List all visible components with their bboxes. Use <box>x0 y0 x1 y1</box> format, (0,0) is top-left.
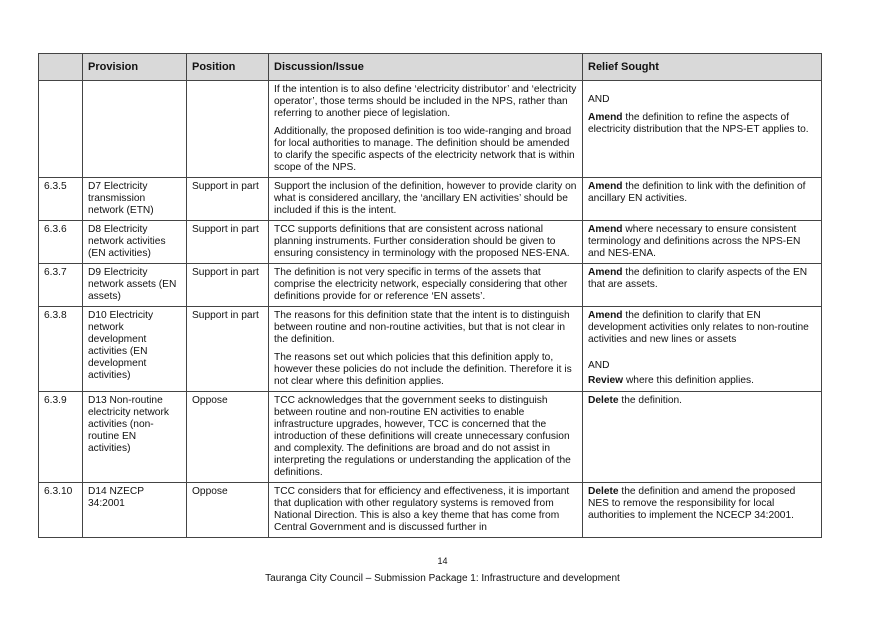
cell-position: Oppose <box>187 392 269 483</box>
cell-number: 6.3.6 <box>39 221 83 264</box>
table-row-continued <box>39 81 822 178</box>
page-number: 14 <box>437 556 448 566</box>
cell-position: Support in part <box>187 307 269 392</box>
table-row <box>39 264 822 307</box>
cell-provision: D13 Non-routine electricity network activities (non-routine EN activities) <box>83 392 187 483</box>
cell-relief: Amend where necessary to ensure consistent terminology and definitions across the NPS-EN and NES-ENA. <box>583 221 822 264</box>
header-number <box>39 54 83 81</box>
table-row <box>39 178 822 221</box>
cell-position: Oppose <box>187 483 269 538</box>
table-row <box>39 483 822 538</box>
cell-relief: Amend the definition to clarify aspects of the EN that are assets. <box>583 264 822 307</box>
cell-discussion: TCC supports definitions that are consistent across national planning instruments. Further consideration should be given to ensuring consistency in terminology with the proposed NES-ENA. <box>269 221 583 264</box>
cell-provision: D14 NZECP 34:2001 <box>83 483 187 538</box>
header-provision: Provision <box>83 54 187 81</box>
cell-discussion <box>269 81 583 178</box>
discussion-paragraph: If the intention is to also define ‘electricity distributor’ and ‘electricity operator’, those terms should be included in the NPS, rather than referring to another piece of legislation. <box>274 84 577 119</box>
cell-relief <box>583 307 822 392</box>
cell-relief: Delete the definition. <box>583 392 822 483</box>
cell-position: Support in part <box>187 264 269 307</box>
cell-number: 6.3.5 <box>39 178 83 221</box>
cell-provision <box>83 81 187 178</box>
page-footer: Tauranga City Council – Submission Package 1: Infrastructure and development <box>265 573 620 584</box>
discussion-paragraph: The reasons set out which policies that this definition apply to, however these policies do not include the definition. Therefore it is not clear where this definition applies. <box>274 352 572 387</box>
cell-discussion: Support the inclusion of the definition, however to provide clarity on what is considered ancillary, the ‘ancillary EN activities’ should be included if this is the intent. <box>269 178 583 221</box>
cell-position: Support in part <box>187 178 269 221</box>
table-row <box>39 221 822 264</box>
submission-table <box>38 53 822 538</box>
relief-and: AND <box>588 360 610 371</box>
relief-text: Amend the definition to refine the aspects of electricity distribution that the NPS-ET applies to. <box>588 112 809 135</box>
cell-discussion: TCC acknowledges that the government seeks to distinguish between routine and non-routine EN activities to enable infrastructure upgrades, however, TCC is concerned that the introduction of these definitions will create unnecessary confusion and complexity. The definitions are broad and do not assist in interpreting the regulations or understanding the application of the definitions. <box>269 392 583 483</box>
cell-number: 6.3.10 <box>39 483 83 538</box>
cell-number <box>39 81 83 178</box>
cell-provision: D9 Electricity network assets (EN assets) <box>83 264 187 307</box>
header-discussion: Discussion/Issue <box>269 54 583 81</box>
table-row <box>39 307 822 392</box>
cell-provision: D10 Electricity network development activities (EN development activities) <box>83 307 187 392</box>
discussion-paragraph: The reasons for this definition state that the intent is to distinguish between routine and non-routine activities, but that is not clear in the definition. <box>274 310 570 345</box>
header-position: Position <box>187 54 269 81</box>
table-row <box>39 392 822 483</box>
cell-number: 6.3.9 <box>39 392 83 483</box>
relief-text: Amend the definition to clarify that EN development activities only relates to non-routine activities and new lines or assets <box>588 310 809 345</box>
cell-discussion: The definition is not very specific in terms of the assets that comprise the electricity network, especially considering that other definitions provide for or reference ‘EN assets’. <box>269 264 583 307</box>
cell-discussion <box>269 307 583 392</box>
cell-position: Support in part <box>187 221 269 264</box>
cell-relief: Amend the definition to link with the definition of ancillary EN activities. <box>583 178 822 221</box>
cell-relief: Delete the definition and amend the proposed NES to remove the responsibility for local authorities to implement the NCECP 34:2001. <box>583 483 822 538</box>
discussion-paragraph: Additionally, the proposed definition is too wide-ranging and broad for local authorities to manage. The definition should be amended to clarify the specific aspects of the electricity network that is within scope of the NPS. <box>274 126 575 173</box>
table-header-row <box>39 54 822 81</box>
header-relief: Relief Sought <box>583 54 822 81</box>
cell-provision: D8 Electricity network activities (EN activities) <box>83 221 187 264</box>
cell-relief <box>583 81 822 178</box>
cell-discussion: TCC considers that for efficiency and effectiveness, it is important that duplication with other regulatory systems is removed from National Direction. This is also a key theme that has come from Central Government and is discussed further in <box>269 483 583 538</box>
cell-position <box>187 81 269 178</box>
cell-number: 6.3.7 <box>39 264 83 307</box>
relief-text: Review where this definition applies. <box>588 375 754 386</box>
cell-provision: D7 Electricity transmission network (ETN) <box>83 178 187 221</box>
relief-and: AND <box>588 94 610 105</box>
cell-number: 6.3.8 <box>39 307 83 392</box>
